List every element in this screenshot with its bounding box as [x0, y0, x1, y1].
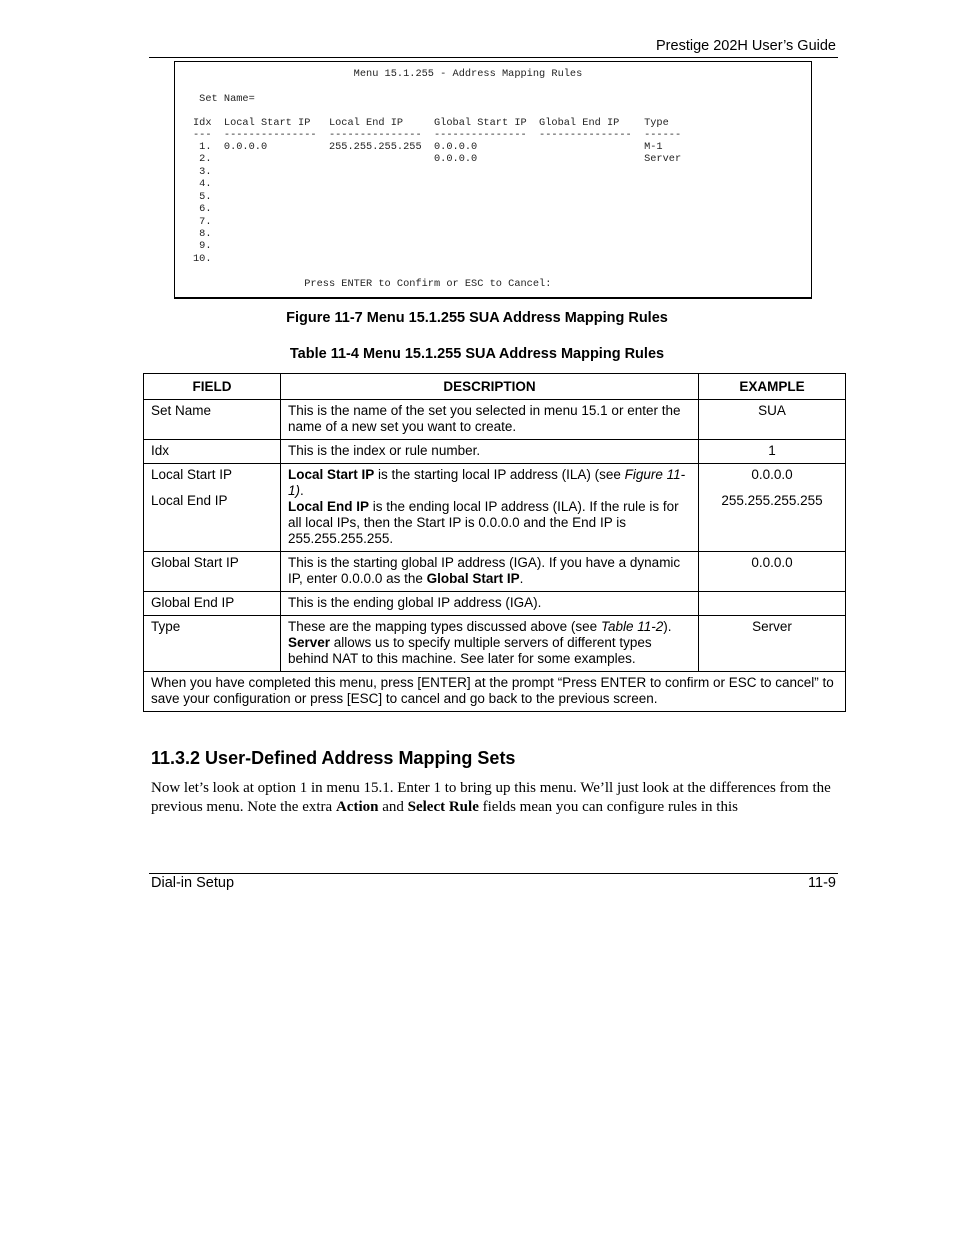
bold-term: Action — [335, 799, 379, 815]
terminal-line: 3. — [193, 166, 212, 178]
terminal-line: 1. 0.0.0.0 255.255.255.255 0.0.0.0 M-1 — [193, 141, 663, 153]
bold-term: Select Rule — [407, 799, 479, 815]
field-cell: Global Start IP — [144, 552, 281, 592]
description-paragraph: Local Start IP is the starting local IP address (ILA) (see Figure 11-1). — [288, 467, 686, 498]
column-header-field: FIELD — [144, 374, 281, 400]
example-cell: 0.0.0.0 — [699, 552, 846, 592]
page-number: 11-9 — [808, 875, 836, 891]
description-cell — [281, 464, 699, 552]
field-description-table — [143, 373, 846, 712]
terminal-line: 6. — [193, 203, 212, 215]
terminal-line: 2. 0.0.0.0 Server — [193, 153, 682, 165]
field-cell: Idx — [144, 440, 281, 464]
example-cell: SUA — [699, 400, 846, 440]
table-header-row — [144, 374, 846, 400]
description-cell: This is the starting global IP address (IGA). If you have a dynamic IP, enter 0.0.0.0 as the Global Start IP. — [281, 552, 699, 592]
footer-chapter: Dial-in Setup — [151, 875, 235, 891]
table-caption: Table 11-4 Menu 15.1.255 SUA Address Mapping Rules — [289, 346, 665, 362]
terminal-line: 7. — [193, 216, 212, 228]
cross-reference: Figure 11-1) — [288, 467, 686, 498]
description-paragraph: Local End IP is the ending local IP address (ILA). If the rule is for all local IPs, then the Start IP is 0.0.0.0 and the End IP is 255.255.255.255. — [288, 499, 679, 546]
description-cell: This is the index or rule number. — [281, 440, 699, 464]
table-note-row — [144, 672, 846, 712]
description-cell: These are the mapping types discussed above (see Table 11-2). Server allows us to specify multiple servers of different types behind NAT to this machine. See later for some examples. — [281, 616, 699, 672]
terminal-line: Menu 15.1.255 - Address Mapping Rules — [193, 68, 583, 80]
description-cell: This is the ending global IP address (IGA). — [281, 592, 699, 616]
terminal-line: Press ENTER to Confirm or ESC to Cancel: — [193, 278, 552, 290]
terminal-line: 5. — [193, 191, 212, 203]
terminal-line: 4. — [193, 178, 212, 190]
example-cell — [699, 592, 846, 616]
body-paragraph: Now let’s look at option 1 in menu 15.1. Enter 1 to bring up this menu. We’ll just look at the differences from the previous menu. Note the extra Action and Select Rule fields mean you can configure rules in this — [151, 780, 831, 815]
header-divider — [149, 57, 838, 58]
field-cell — [144, 464, 281, 552]
example-cell: 1 — [699, 440, 846, 464]
terminal-line: --- --------------- --------------- --------------- --------------- ------ — [193, 129, 682, 141]
description-cell: This is the name of the set you selected in menu 15.1 or enter the name of a new set you want to create. — [281, 400, 699, 440]
footer-divider — [149, 873, 838, 874]
terminal-screen — [174, 61, 812, 299]
field-cell: Type — [144, 616, 281, 672]
terminal-line: 10. — [193, 253, 212, 265]
table-row — [144, 616, 846, 672]
cross-reference: Table 11-2 — [600, 619, 664, 634]
column-header-description: DESCRIPTION — [281, 374, 699, 400]
field-cell: Global End IP — [144, 592, 281, 616]
terminal-line: Idx Local Start IP Local End IP Global Start IP Global End IP Type — [193, 117, 669, 129]
table-row — [144, 440, 846, 464]
table-row — [144, 400, 846, 440]
figure-caption: Figure 11-7 Menu 15.1.255 SUA Address Mapping Rules — [286, 310, 668, 326]
terminal-line: 9. — [193, 240, 212, 252]
field-cell: Set Name — [144, 400, 281, 440]
example-value: 255.255.255.255 — [721, 493, 823, 508]
table-note: When you have completed this menu, press [ENTER] at the prompt “Press ENTER to confirm or ESC to cancel” to save your configuration or press [ESC] to cancel and go back to the previous screen. — [144, 672, 846, 712]
section-heading: 11.3.2 User-Defined Address Mapping Sets — [151, 748, 516, 768]
field-label: Local Start IP — [151, 467, 233, 482]
column-header-example: EXAMPLE — [699, 374, 846, 400]
page-header-title: Prestige 202H User’s Guide — [656, 38, 836, 54]
terminal-line: Set Name= — [193, 93, 255, 105]
field-label: Local End IP — [151, 493, 228, 508]
bold-term: Global Start IP — [426, 571, 520, 586]
example-value: 0.0.0.0 — [751, 467, 793, 482]
example-cell — [699, 464, 846, 552]
bold-term: Local Start IP — [288, 467, 375, 482]
terminal-line: 8. — [193, 228, 212, 240]
bold-term: Server — [288, 635, 331, 650]
example-cell: Server — [699, 616, 846, 672]
bold-term: Local End IP — [288, 499, 370, 514]
table-row — [144, 464, 846, 552]
table-row — [144, 592, 846, 616]
table-row — [144, 552, 846, 592]
